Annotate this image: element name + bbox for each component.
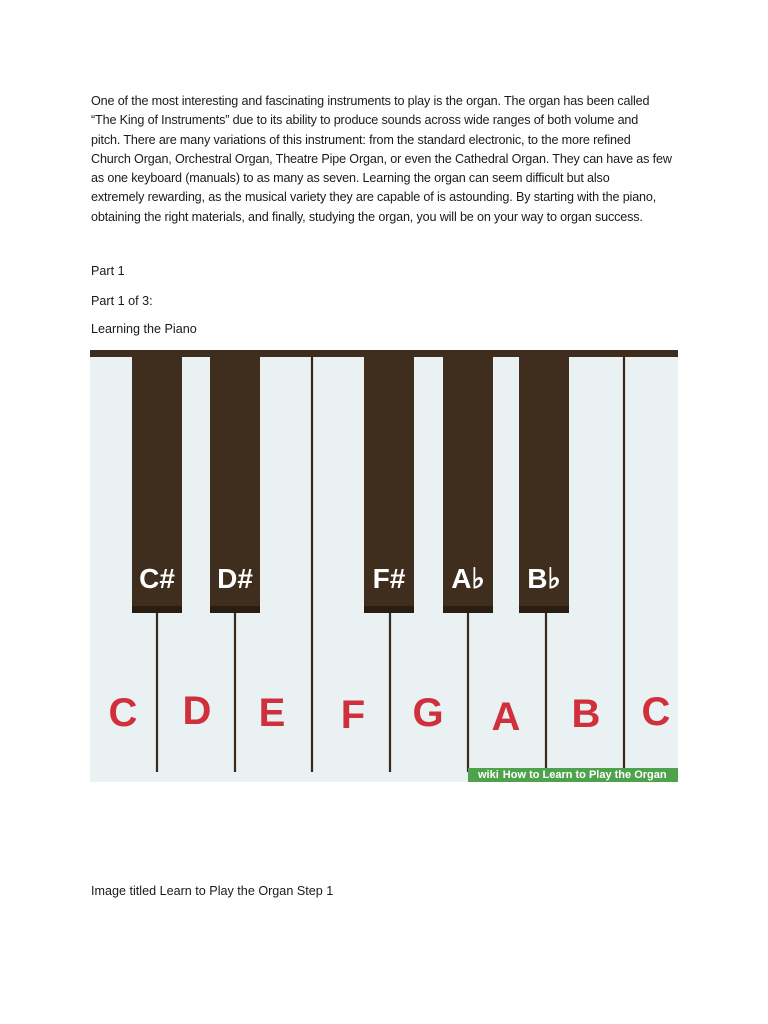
white-key-label: D [182, 689, 212, 733]
watermark-text: How to Learn to Play the Organ [502, 769, 667, 781]
black-key-d-sharp [210, 357, 260, 613]
black-key-label: B♭ [527, 563, 561, 594]
black-key-b-flat [519, 357, 569, 613]
intro-line: One of the most interesting and fascinating instruments to play is the organ. The organ has been called [91, 94, 650, 108]
white-key-label: F [340, 693, 366, 737]
white-key-label: E [258, 691, 286, 735]
intro-line: Church Organ, Orchestral Organ, Theatre Pipe Organ, or even the Cathedral Organ. They can have as few [91, 151, 672, 166]
white-key-label: C [641, 690, 671, 734]
black-key-label: F# [372, 563, 406, 594]
section-title: Learning the Piano [91, 322, 197, 336]
intro-line: extremely rewarding, as the musical variety they are capable of is astounding. By starting with the piano, [91, 190, 657, 205]
intro-line: as one keyboard (manuals) to as many as seven. Learning the organ can seem difficult but also [91, 171, 610, 186]
intro-line: “The King of Instruments” due to its ability to produce sounds across wide ranges of both volume and [91, 113, 639, 128]
watermark [478, 768, 667, 782]
white-key-label: C [108, 691, 138, 735]
black-key-a-flat [443, 357, 493, 613]
piano-keyboard-image [90, 350, 678, 782]
white-key-label: G [412, 691, 444, 735]
part-label: Part 1 [91, 264, 125, 278]
intro-line: obtaining the right materials, and finally, studying the organ, you will be on your way to organ success. [91, 209, 643, 224]
intro-line: pitch. There are many variations of this instrument: from the standard electronic, to the more refined [91, 132, 631, 147]
white-key-label: B [571, 692, 601, 736]
black-key-label: C# [139, 563, 175, 594]
black-key-f-sharp [364, 357, 414, 613]
image-caption: Image titled Learn to Play the Organ Step 1 [91, 884, 334, 898]
part-of-label: Part 1 of 3: [91, 294, 153, 308]
black-key-label: D# [217, 563, 253, 594]
white-key-label: A [491, 695, 521, 739]
black-key-c-sharp [132, 357, 182, 613]
piano-keyboard [90, 350, 678, 782]
keyboard-top-edge [90, 350, 678, 357]
intro-paragraph [91, 92, 686, 227]
watermark-brand: wiki [478, 769, 499, 781]
black-key-label: A♭ [451, 563, 485, 594]
